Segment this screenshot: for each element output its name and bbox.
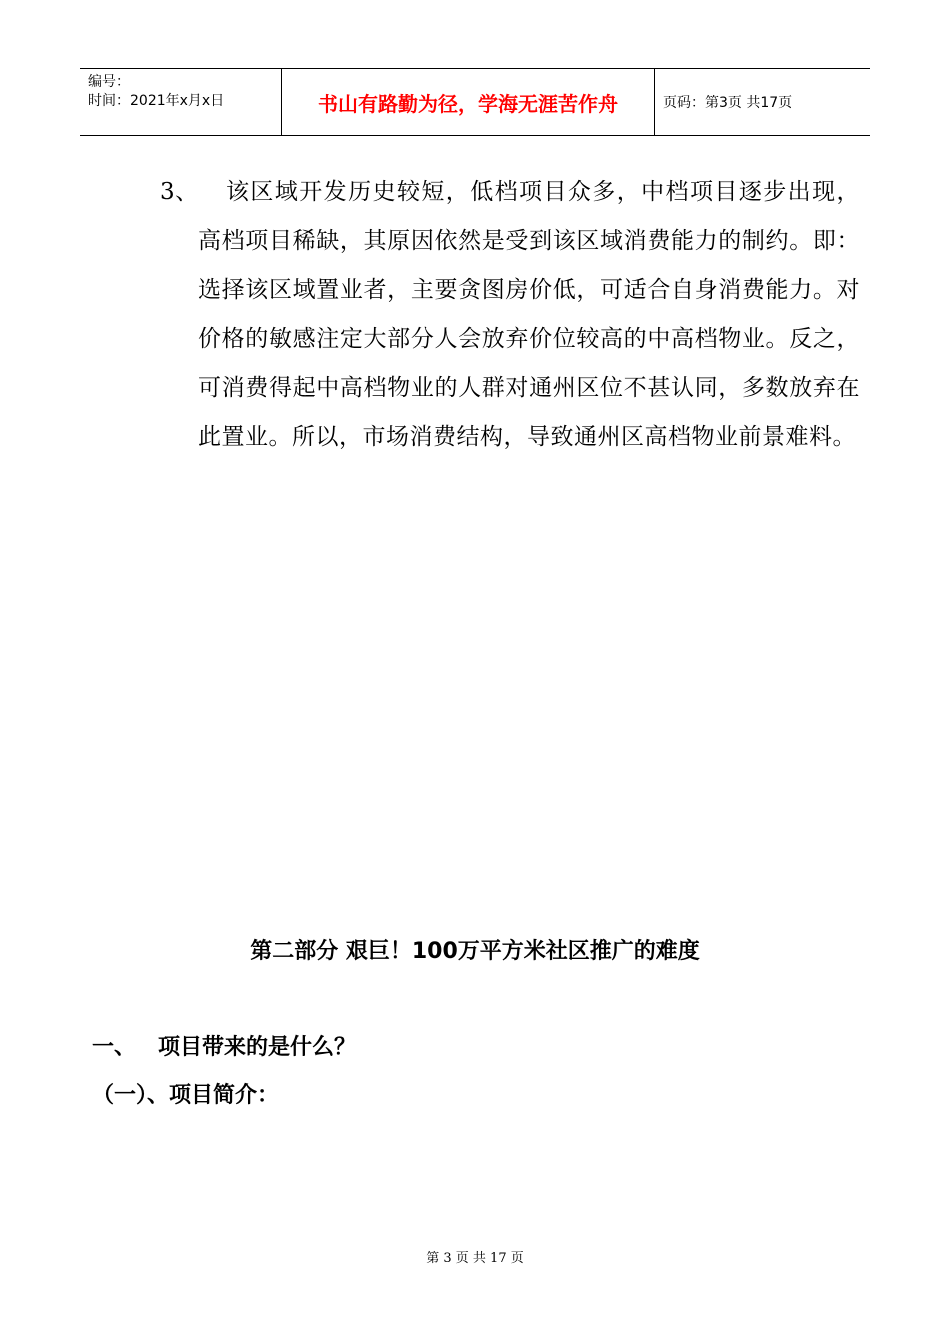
page-header [80,68,870,136]
item-paragraph: 该区域开发历史较短，低档项目众多，中档项目逐步出现，高档项目稀缺，其原因依然是受到该区域消费能力的制约。即：选择该区域置业者，主要贪图房价低，可适合自身消费能力。对价格的敏感注定大部分人会放弃价位较高的中高档物业。反之，可消费得起中高档物业的人群对通州区位不甚认同，多数放弃在此置业。所以，市场消费结构，导致通州区高档物业前景难料。 [198,179,860,450]
heading-1-text: 项目带来的是什么？ [158,1035,357,1060]
motto-text: 书山有路勤为径，学海无涯苦作舟 [318,91,618,116]
section-title: 第二部分 艰巨！100万平方米社区推广的难度 [250,939,700,964]
item-number: 3、 [160,179,199,205]
header-page-cell [655,69,870,135]
time-label: 时间：2021年x月x日 [88,93,225,109]
header-motto-cell [282,69,655,135]
page-info: 页码：第3页 共17页 [663,95,793,111]
list-item-3 [160,168,860,462]
heading-1-number: 一、 [92,1035,137,1060]
number-label: 编号： [88,74,130,90]
heading-level-1 [92,1030,356,1061]
header-meta-cell [80,69,282,135]
page-footer: 第 3 页 共 17 页 [426,1251,524,1266]
heading-level-2: （一）、项目简介： [92,1083,280,1108]
